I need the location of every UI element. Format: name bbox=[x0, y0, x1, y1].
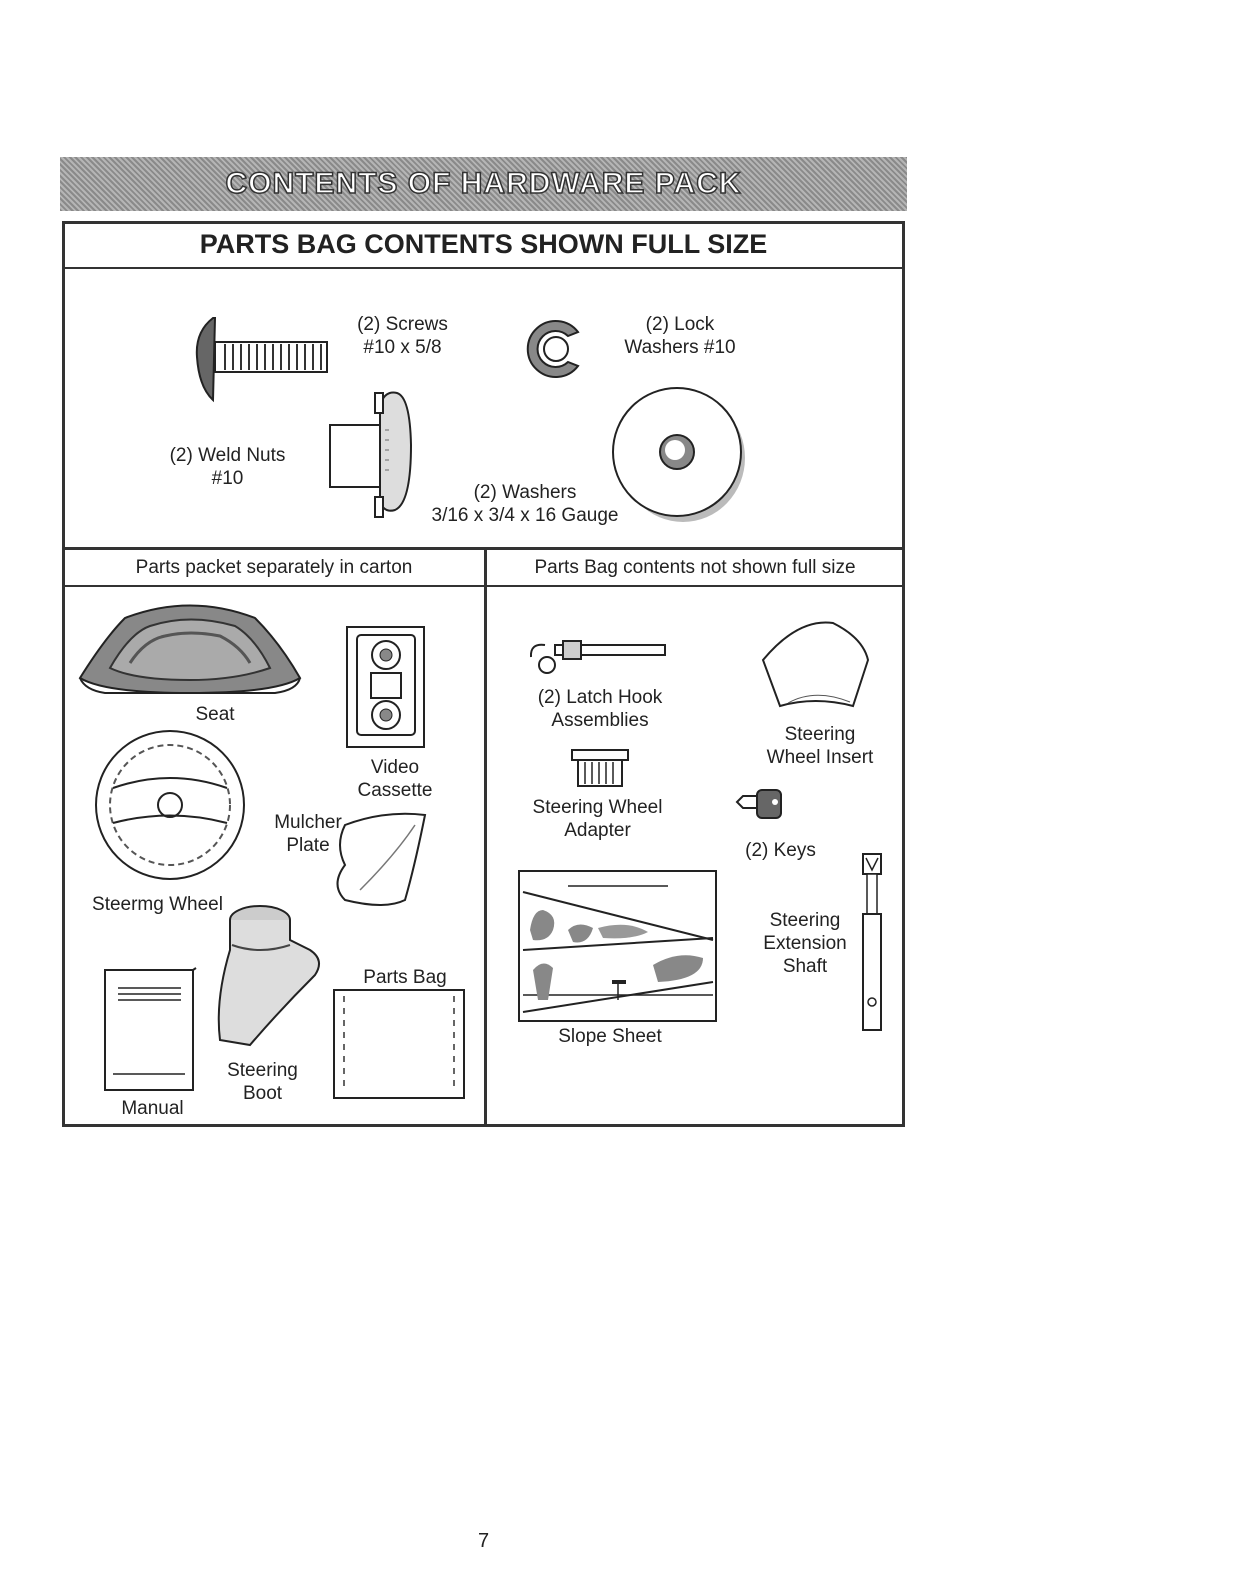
steering-boot-icon bbox=[210, 900, 330, 1050]
page-number: 7 bbox=[478, 1530, 490, 1552]
seat-label: Seat bbox=[195, 704, 235, 725]
parts-bag-icon bbox=[332, 988, 467, 1100]
latch-hook-label: (2) Latch Hook Assemblies bbox=[537, 687, 663, 731]
video-cassette-label: Video Cassette bbox=[357, 757, 433, 801]
slope-sheet-icon bbox=[518, 870, 718, 1023]
screws-label: (2) Screws #10 x 5/8 bbox=[357, 314, 448, 358]
right-panel-header: Parts Bag contents not shown full size bbox=[534, 557, 856, 578]
steering-boot-label: Steering Boot bbox=[227, 1060, 298, 1104]
slope-sheet-label: Slope Sheet bbox=[558, 1026, 662, 1047]
banner-text: CONTENTS OF HARDWARE PACK bbox=[225, 167, 742, 200]
steering-wheel-adapter-icon bbox=[570, 748, 630, 790]
steering-shaft-icon bbox=[860, 852, 886, 1034]
steering-wheel-label: Steermg Wheel bbox=[92, 894, 223, 915]
keys-label: (2) Keys bbox=[745, 840, 816, 861]
lock-washers-label: (2) Lock Washers #10 bbox=[624, 314, 736, 358]
key-icon bbox=[735, 788, 785, 820]
steering-wheel-insert-label: Steering Wheel Insert bbox=[766, 724, 874, 768]
screw-icon bbox=[185, 312, 335, 407]
steering-wheel-adapter-label: Steering Wheel Adapter bbox=[532, 797, 663, 841]
video-cassette-icon bbox=[345, 625, 427, 750]
steering-wheel-icon bbox=[93, 728, 248, 883]
mulcher-plate-label: Mulcher Plate bbox=[274, 812, 342, 856]
column-divider bbox=[484, 547, 487, 1127]
lock-washer-icon bbox=[520, 318, 590, 380]
washers-label: (2) Washers 3/16 x 3/4 x 16 Gauge bbox=[431, 482, 619, 526]
page-title: PARTS BAG CONTENTS SHOWN FULL SIZE bbox=[62, 222, 905, 269]
latch-hook-icon bbox=[525, 635, 670, 680]
seat-icon bbox=[75, 598, 305, 698]
steering-wheel-insert-icon bbox=[758, 618, 873, 713]
left-panel-header: Parts packet separately in carton bbox=[135, 557, 413, 578]
manual-label: Manual bbox=[121, 1098, 184, 1119]
mulcher-plate-icon bbox=[325, 805, 435, 910]
manual-icon bbox=[103, 966, 198, 1094]
weld-nut-icon bbox=[325, 385, 415, 525]
section-banner bbox=[60, 157, 907, 211]
parts-bag-label: Parts Bag bbox=[363, 967, 447, 988]
weld-nuts-label: (2) Weld Nuts #10 bbox=[169, 445, 286, 489]
steering-extension-shaft-label: Steering Extension Shaft bbox=[763, 910, 847, 977]
